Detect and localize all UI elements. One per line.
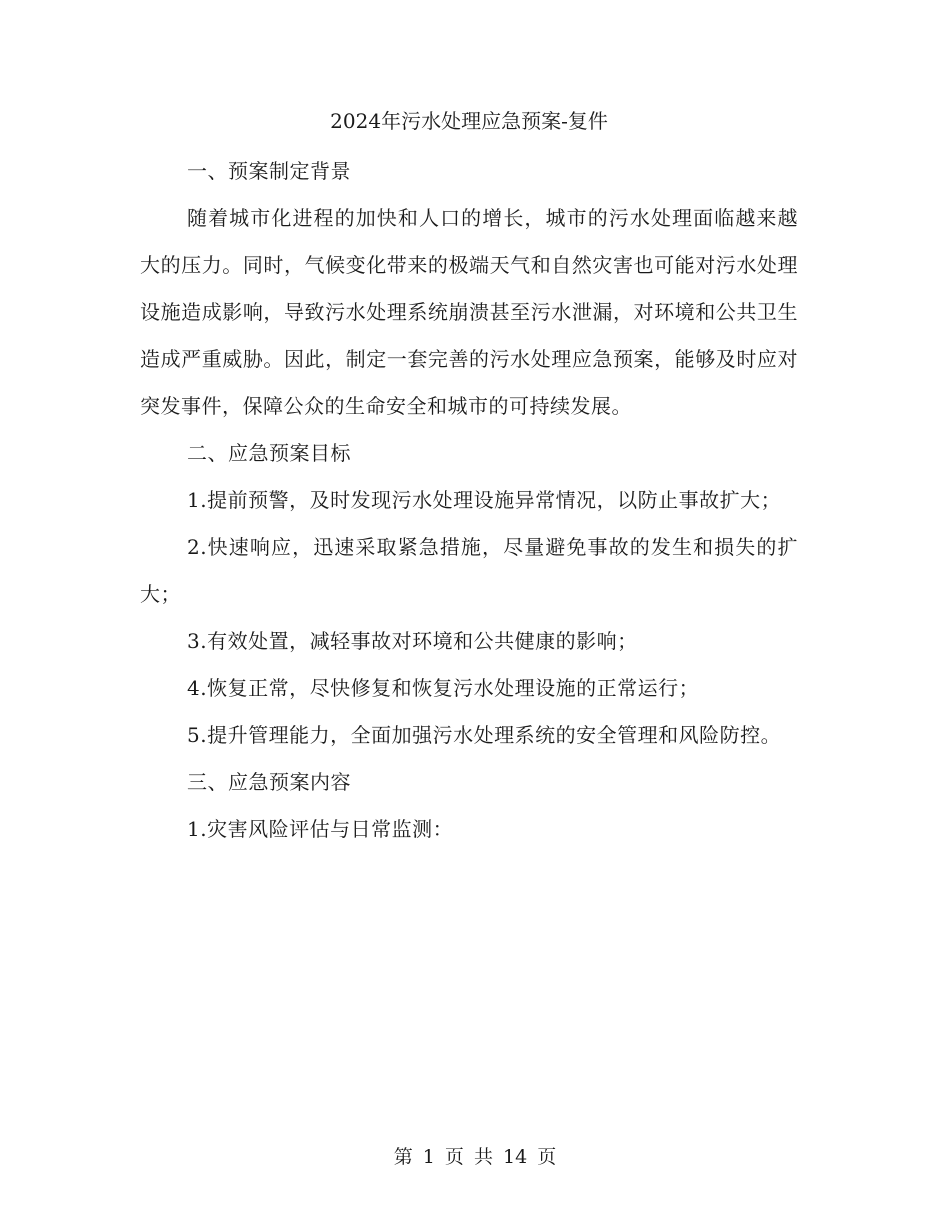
document-title: 2024年污水处理应急预案-复件 bbox=[330, 109, 608, 133]
section-heading-background: 一、预案制定背景 bbox=[187, 159, 351, 183]
background-paragraph: 随着城市化进程的加快和人口的增长，城市的污水处理面临越来越大的压力。同时，气候变化带来的极端天气和自然灾害也可能对污水处理设施造成影响，导致污水处理系统崩溃甚至污水泄漏，对环境和公共卫生造成严重威胁。因此，制定一套完善的污水处理应急预案，能够及时应对突发事件，保障公众的生命安全和城市的可持续发展。 bbox=[140, 206, 798, 418]
goal-item-1: 1.提前预警，及时发现污水处理设施异常情况，以防止事故扩大； bbox=[187, 488, 782, 512]
document-body bbox=[140, 102, 798, 853]
goal-item-2: 2.快速响应，迅速采取紧急措施，尽量避免事故的发生和损失的扩大； bbox=[140, 535, 798, 606]
page-footer: 第 1 页 共 14 页 bbox=[393, 1146, 557, 1168]
section-heading-content: 三、应急预案内容 bbox=[187, 770, 351, 794]
goal-item-4: 4.恢复正常，尽快修复和恢复污水处理设施的正常运行； bbox=[187, 676, 700, 700]
goal-item-3: 3.有效处置，减轻事故对环境和公共健康的影响； bbox=[187, 629, 638, 653]
section-heading-goals: 二、应急预案目标 bbox=[187, 441, 351, 465]
content-item-1: 1.灾害风险评估与日常监测： bbox=[187, 817, 454, 841]
goal-item-5: 5.提升管理能力，全面加强污水处理系统的安全管理和风险防控。 bbox=[187, 723, 782, 747]
